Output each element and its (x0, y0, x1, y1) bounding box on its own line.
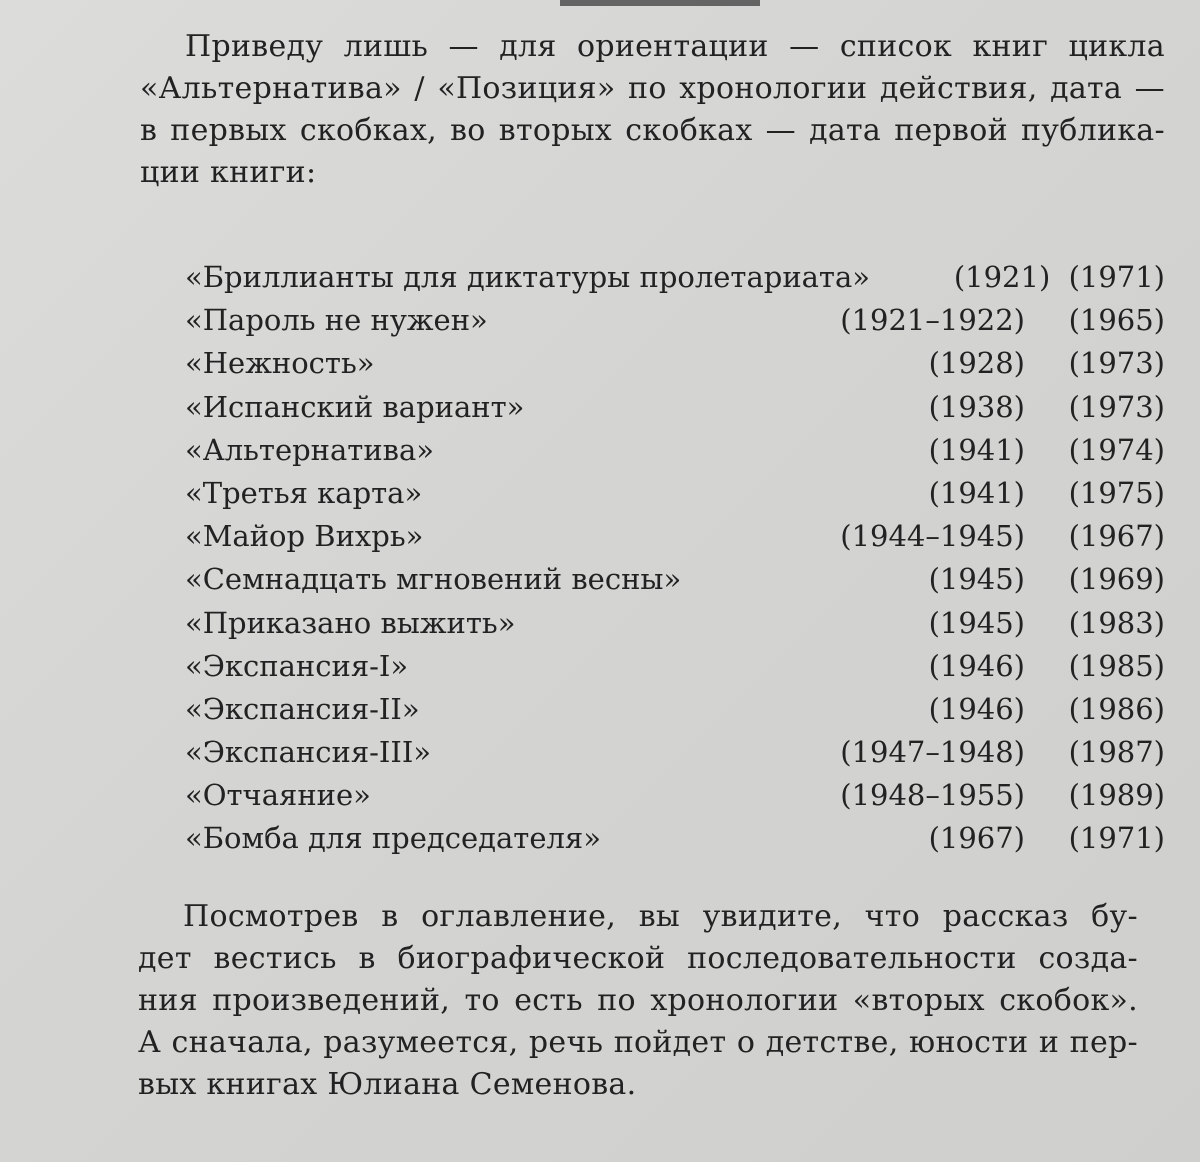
book-title: «Экспансия-I» (185, 648, 409, 683)
book-row (185, 645, 1165, 688)
book-title: «Приказано выжить» (185, 605, 516, 640)
book-row (185, 472, 1165, 515)
book-title: «Майор Вихрь» (185, 519, 424, 554)
book-title: «Семнадцать мгновений весны» (185, 562, 682, 597)
book-list (185, 256, 1165, 861)
action-date: (1941) (928, 475, 1025, 510)
publication-date: (1973) (1068, 389, 1165, 424)
book-title: «Нежность» (185, 346, 375, 381)
book-title: «Третья карта» (185, 475, 423, 510)
book-title: «Экспансия-III» (185, 735, 432, 770)
text-line: дет вестись в биографической последовательности созда- (138, 941, 1138, 976)
publication-date: (1983) (1068, 605, 1165, 640)
action-date: (1941) (928, 432, 1025, 467)
book-row (185, 256, 1165, 299)
book-row (185, 688, 1165, 731)
publication-date: (1989) (1068, 778, 1165, 813)
book-title: «Отчаяние» (185, 778, 371, 813)
text-line: ния произведений, то есть по хронологии «вторых скобок». (138, 983, 1138, 1018)
book-title: «Альтернатива» (185, 432, 435, 467)
text-line: Посмотрев в оглавление, вы увидите, что рассказ бу- (183, 899, 1138, 934)
action-date: (1921–1922) (840, 303, 1025, 338)
intro-paragraph (140, 26, 1165, 194)
publication-date: (1971) (1068, 821, 1165, 856)
action-date: (1946) (928, 691, 1025, 726)
book-title: «Испанский вариант» (185, 389, 525, 424)
publication-date: (1986) (1068, 691, 1165, 726)
publication-date: (1965) (1068, 303, 1165, 338)
book-row (185, 386, 1165, 429)
action-date: (1946) (928, 648, 1025, 683)
heading-fragment (560, 0, 760, 6)
book-row (185, 817, 1165, 860)
book-row (185, 342, 1165, 385)
action-date: (1945) (928, 562, 1025, 597)
book-row (185, 558, 1165, 601)
text-line: ции книги: (140, 155, 317, 190)
book-title: «Бриллианты для диктатуры пролетариата» (185, 260, 871, 294)
book-row (185, 602, 1165, 645)
book-title: «Экспансия-II» (185, 691, 420, 726)
action-date: (1967) (928, 821, 1025, 856)
action-date: (1928) (928, 346, 1025, 381)
publication-date: (1974) (1068, 432, 1165, 467)
book-row (185, 429, 1165, 472)
publication-date: (1987) (1068, 735, 1165, 770)
text-line: А сначала, разумеется, речь пойдет о детстве, юности и пер- (138, 1025, 1138, 1060)
text-line: вых книгах Юлиана Семенова. (138, 1067, 637, 1102)
publication-date: (1969) (1068, 562, 1165, 597)
book-row (185, 731, 1165, 774)
action-date: (1947–1948) (840, 735, 1025, 770)
publication-date: (1973) (1068, 346, 1165, 381)
action-date: (1944–1945) (840, 519, 1025, 554)
publication-date: (1985) (1068, 648, 1165, 683)
publication-date: (1971) (1068, 260, 1165, 294)
closing-paragraph (138, 896, 1138, 1106)
action-date: (1938) (928, 389, 1025, 424)
book-title: «Бомба для председателя» (185, 821, 601, 856)
text-line: Приведу лишь — для ориентации — список книг цикла (185, 29, 1165, 64)
book-row (185, 515, 1165, 558)
book-row (185, 774, 1165, 817)
text-line: в первых скобках, во вторых скобках — дата первой публика- (140, 113, 1165, 148)
publication-date: (1967) (1068, 519, 1165, 554)
action-date: (1948–1955) (840, 778, 1025, 813)
text-line: «Альтернатива» / «Позиция» по хронологии действия, дата — (140, 71, 1165, 106)
book-row (185, 299, 1165, 342)
publication-date: (1975) (1068, 475, 1165, 510)
action-date: (1921) (953, 260, 1051, 294)
action-date: (1945) (928, 605, 1025, 640)
book-title: «Пароль не нужен» (185, 303, 488, 338)
